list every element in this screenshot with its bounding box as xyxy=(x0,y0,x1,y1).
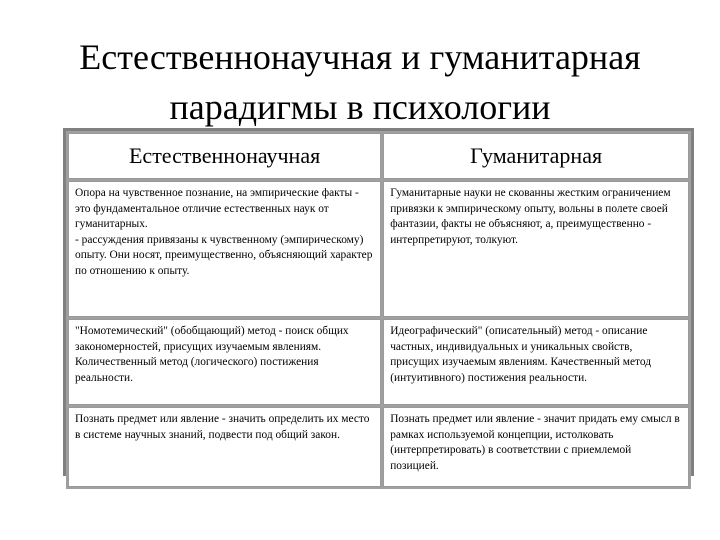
table-row xyxy=(68,181,689,317)
table-row xyxy=(68,407,689,487)
header-natural-science: Естественнонаучная xyxy=(68,133,381,179)
cell-text: - рассуждения привязаны к чувственному (эмпирическому) опыту. Они носят, преимущественно, объясняющий характер по отношению к опыту. xyxy=(75,233,373,277)
cell-text: Опора на чувственное познание, на эмпирические факты - это фундаментальное отличие естественных наук от гуманитарных. xyxy=(75,187,359,231)
table-row xyxy=(68,319,689,405)
cell-natural-basis xyxy=(68,181,381,317)
cell-natural-method xyxy=(68,319,381,405)
cell-humanitarian-knowledge xyxy=(383,407,689,487)
slide-title-line-2: парадигмы в психологии xyxy=(169,87,551,127)
cell-humanitarian-method xyxy=(383,319,689,405)
cell-text: Познать предмет или явление - значить определить их место в системе научных знаний, подвести под общий закон. xyxy=(75,413,370,441)
cell-natural-knowledge xyxy=(68,407,381,487)
cell-text: Гуманитарные науки не скованны жестким ограничением привязки к эмпирическому опыту, вольны в полете своей фантазии, факты не объясняют, а, преимущественно - интерпретируют, толкуют. xyxy=(390,187,671,246)
header-humanitarian: Гуманитарная xyxy=(383,133,689,179)
cell-text: "Номотемический" (обобщающий) метод - поиск общих закономерностей, присущих изучаемым явлениям. Количественный метод (логического) постижения реальности. xyxy=(75,325,349,384)
cell-text: Идеографический" (описательный) метод - описание частных, индивидуальных и уникальных свойств, присущих изучаемым явлениям. Качественный метод (интуитивного) постижения реальности. xyxy=(390,325,652,384)
comparison-table xyxy=(66,131,691,489)
cell-text: Познать предмет или явление - значит придать ему смысл в рамках используемой концепции, истолковать (интерпретировать) в соответствии с приемлемой позицией. xyxy=(390,413,680,472)
slide-title xyxy=(0,32,720,132)
cell-humanitarian-basis xyxy=(383,181,689,317)
comparison-table-frame xyxy=(63,128,694,476)
slide-title-line-1: Естественнонаучная и гуманитарная xyxy=(79,37,641,77)
table-header-row xyxy=(68,133,689,179)
